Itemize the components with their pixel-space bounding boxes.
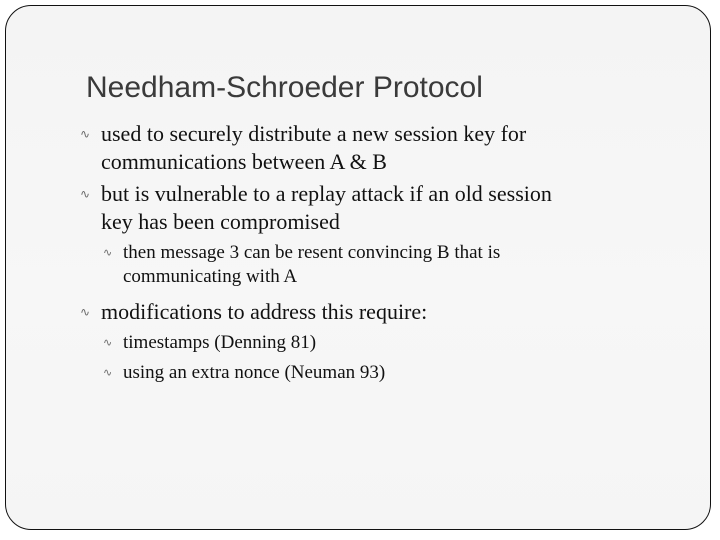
sub-bullet-timestamps xyxy=(103,331,643,355)
wave-bullet-icon: ∿ xyxy=(103,367,113,379)
bullet-modifications xyxy=(80,298,661,326)
bullet-session-key xyxy=(80,120,661,176)
wave-bullet-icon: ∿ xyxy=(103,247,113,259)
sub-bullet-nonce xyxy=(103,361,643,385)
wave-bullet-icon: ∿ xyxy=(103,337,113,349)
wave-bullet-icon: ∿ xyxy=(80,187,91,201)
bullet-line: communications between A & B xyxy=(101,149,387,174)
bullet-line: modifications to address this require: xyxy=(101,299,428,324)
bullet-replay-attack xyxy=(80,180,661,236)
wave-bullet-icon: ∿ xyxy=(80,305,91,319)
slide-title: Needham-Schroeder Protocol xyxy=(86,71,483,104)
bullet-line: but is vulnerable to a replay attack if an old session xyxy=(101,181,552,206)
bullet-line: timestamps (Denning 81) xyxy=(123,332,317,353)
bullet-line: used to securely distribute a new session key for xyxy=(101,121,527,146)
sub-bullet-message-3 xyxy=(103,241,643,289)
bullet-line: using an extra nonce (Neuman 93) xyxy=(123,362,386,383)
wave-bullet-icon: ∿ xyxy=(80,127,91,141)
bullet-line: key has been compromised xyxy=(101,209,340,234)
bullet-line: then message 3 can be resent convincing B that is xyxy=(123,242,501,263)
bullet-line: communicating with A xyxy=(123,266,298,287)
